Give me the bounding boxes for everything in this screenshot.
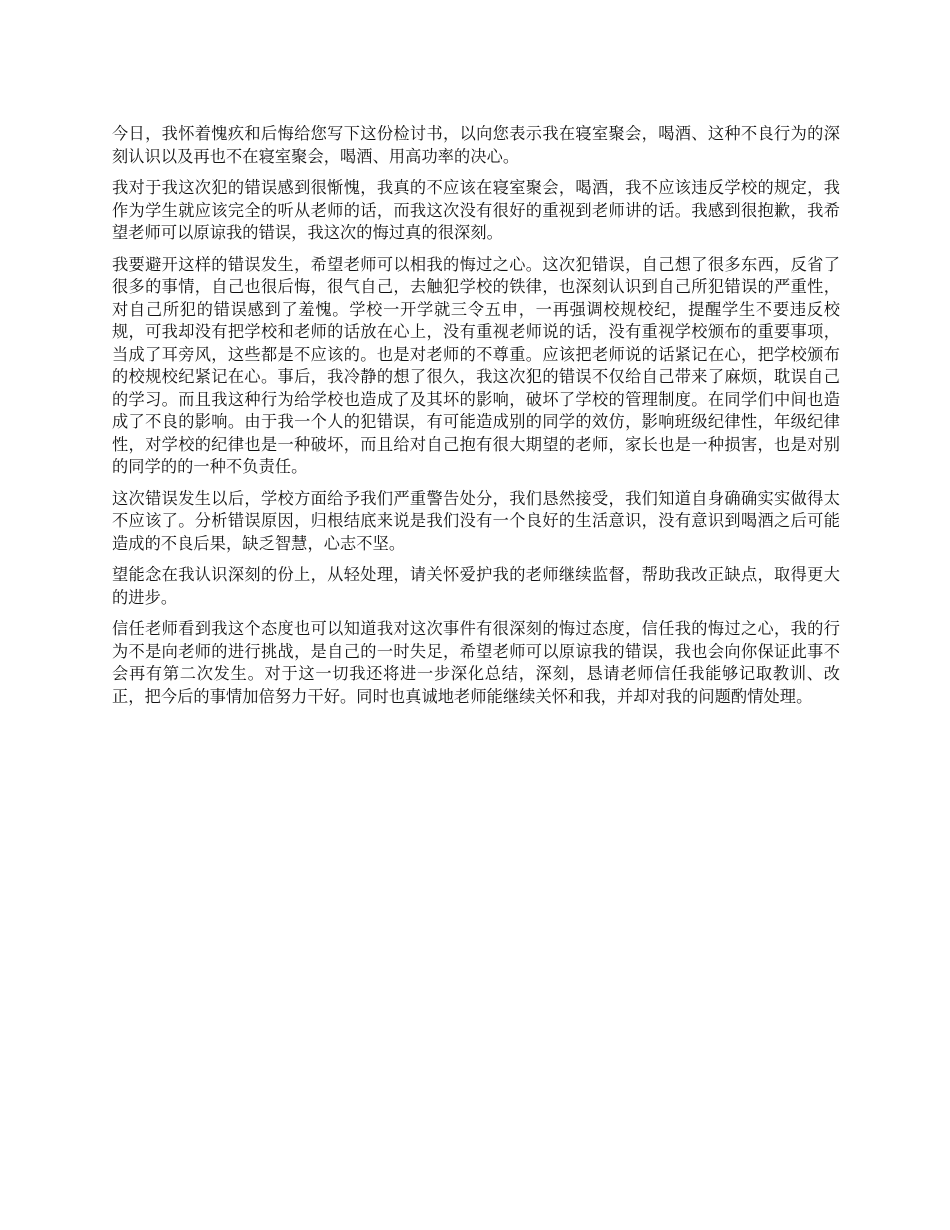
- paragraph-3: 我要避开这样的错误发生，希望老师可以相我的悔过之心。这次犯错误，自己想了很多东西，反省了很多的事情，自己也很后悔，很气自己，去触犯学校的铁律，也深刻认识到自己所犯错误的严重性，对自己所犯的错误感到了羞愧。学校一开学就三令五申，一再强调校规校纪，提醒学生不要违反校规，可我却没有把学校和老师的话放在心上，没有重视老师说的话，没有重视学校颁布的重要事项，当成了耳旁风，这些都是不应该的。也是对老师的不尊重。应该把老师说的话紧记在心，把学校颁布的校规校纪紧记在心。事后，我冷静的想了很久，我这次犯的错误不仅给自己带来了麻烦，耽误自己的学习。而且我这种行为给学校也造成了及其坏的影响，破坏了学校的管理制度。在同学们中间也造成了不良的影响。由于我一个人的犯错误，有可能造成别的同学的效仿，影响班级纪律性，年级纪律性，对学校的纪律也是一种破坏，而且给对自己抱有很大期望的老师，家长也是一种损害，也是对别的同学的的一种不负责任。: [112, 254, 840, 476]
- paragraph-1: 今日，我怀着愧疚和后悔给您写下这份检讨书，以向您表示我在寝室聚会，喝酒、这种不良行为的深刻认识以及再也不在寝室聚会，喝酒、用高功率的决心。: [112, 124, 840, 166]
- paragraph-5: 望能念在我认识深刻的份上，从轻处理，请关怀爱护我的老师继续监督，帮助我改正缺点，取得更大的进步。: [112, 565, 840, 607]
- paragraph-4: 这次错误发生以后，学校方面给予我们严重警告处分，我们恳然接受，我们知道自身确确实实做得太不应该了。分析错误原因，归根结底来说是我们没有一个良好的生活意识，没有意识到喝酒之后可能造成的不良后果，缺乏智慧，心志不坚。: [112, 488, 840, 553]
- paragraph-6: 信任老师看到我这个态度也可以知道我对这次事件有很深刻的悔过态度，信任我的悔过之心，我的行为不是向老师的进行挑战，是自己的一时失足，希望老师可以原谅我的错误，我也会向你保证此事不会再有第二次发生。对于这一切我还将进一步深化总结，深刻，恳请老师信任我能够记取教训、改正，把今后的事情加倍努力干好。同时也真诚地老师能继续关怀和我，并却对我的问题酌情处理。: [112, 619, 840, 706]
- paragraph-2: 我对于我这次犯的错误感到很惭愧，我真的不应该在寝室聚会，喝酒，我不应该违反学校的规定，我作为学生就应该完全的听从老师的话，而我这次没有很好的重视到老师讲的话。我感到很抱歉，我希望老师可以原谅我的错误，我这次的悔过真的很深刻。: [112, 178, 840, 242]
- document-body: [112, 123, 840, 717]
